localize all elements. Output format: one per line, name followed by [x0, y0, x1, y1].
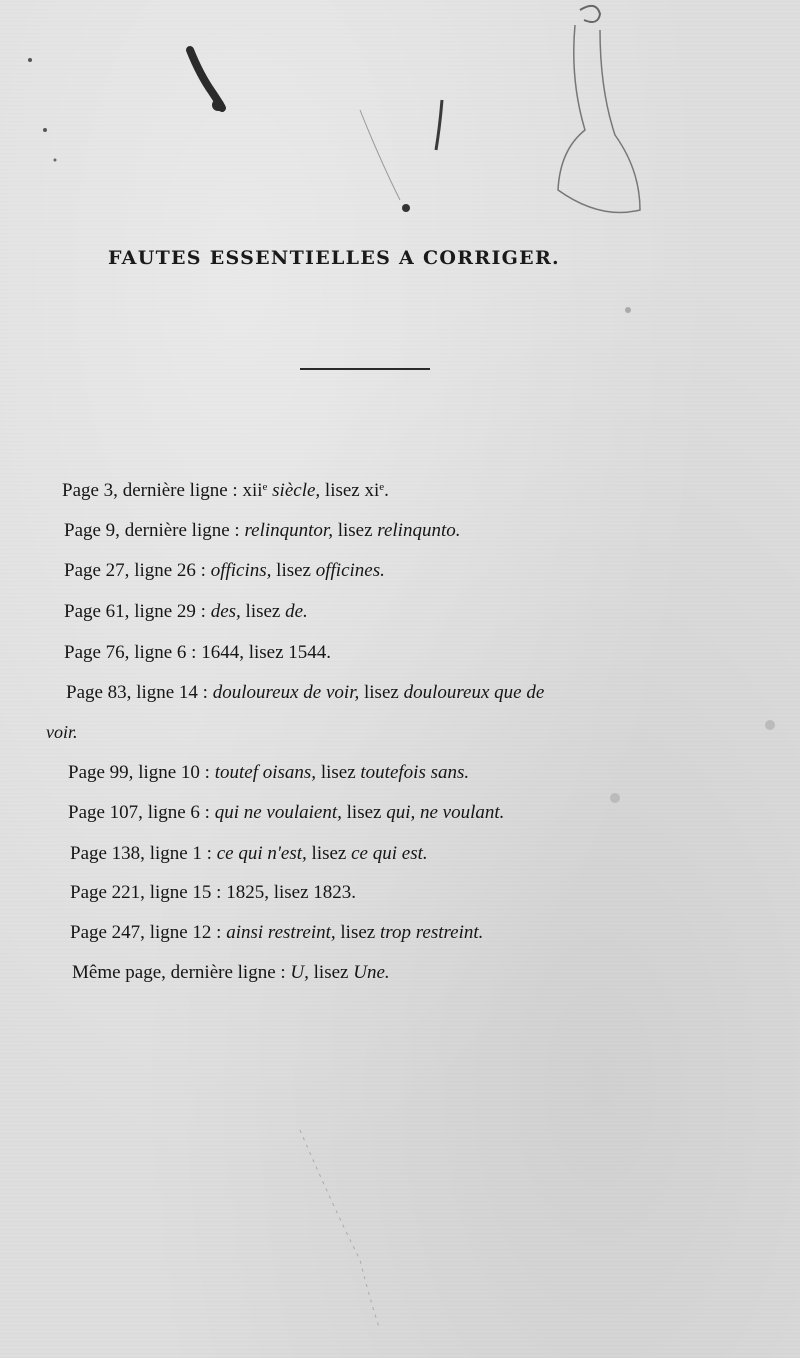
errata-entry: Page 83, ligne 14 : douloureux de voir, lisez douloureux que de	[66, 682, 545, 703]
errata-entry: Page 76, ligne 6 : 1644, lisez 1544.	[64, 642, 332, 663]
title-divider	[300, 368, 430, 370]
errata-entry: Page 27, ligne 26 : officins, lisez officines.	[64, 560, 385, 581]
page-title: FAUTES ESSENTIELLES A CORRIGER.	[108, 247, 560, 269]
errata-entry: Page 61, ligne 29 : des, lisez de.	[64, 601, 308, 622]
errata-entry: Page 9, dernière ligne : relinquntor, lisez relinqunto.	[64, 520, 461, 541]
errata-entry: Page 138, ligne 1 : ce qui n'est, lisez ce qui est.	[70, 843, 428, 864]
errata-entry: Page 107, ligne 6 : qui ne voulaient, lisez qui, ne voulant.	[68, 802, 505, 823]
errata-entry: Page 221, ligne 15 : 1825, lisez 1823.	[70, 882, 357, 903]
errata-entry: Page 99, ligne 10 : toutef oisans, lisez toutefois sans.	[68, 762, 470, 783]
errata-entry: Page 247, ligne 12 : ainsi restreint, lisez trop restreint.	[70, 922, 484, 943]
errata-entry: Même page, dernière ligne : U, lisez Une.	[72, 962, 390, 983]
errata-entry: Page 3, dernière ligne : xii$^e$ siècle, lisez $xi^e$.	[62, 480, 389, 501]
errata-continuation: voir.	[46, 722, 78, 742]
